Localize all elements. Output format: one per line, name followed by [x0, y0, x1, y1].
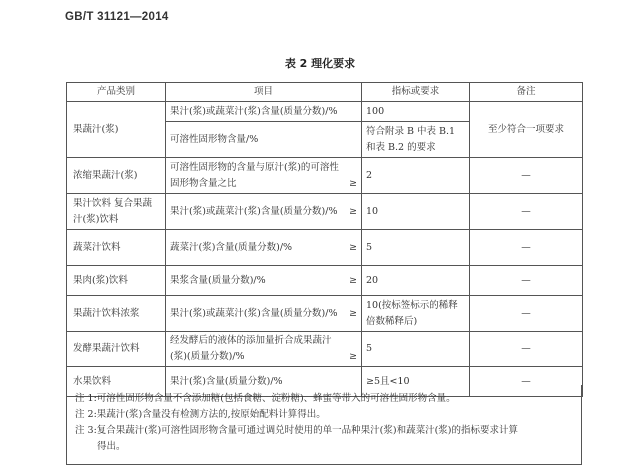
row-requirement: 2 [362, 158, 470, 194]
row-item [166, 266, 362, 296]
row-item [166, 158, 362, 194]
row-requirement: 5 [362, 230, 470, 266]
table-caption: 表 2 理化要求 [284, 57, 356, 70]
header-remark: 备注 [470, 83, 583, 102]
row-operator: ≥ [349, 241, 357, 253]
row-operator: ≥ [349, 205, 357, 217]
table-row [67, 230, 583, 266]
row-item-text: 果汁(浆)含量(质量分数)/% [170, 375, 283, 387]
row-remark: — [470, 158, 583, 194]
row-item-text: 果汁(浆)或蔬菜汁(浆)含量(质量分数)/% [170, 105, 338, 117]
row-item-text: 果汁(浆)或蔬菜汁(浆)含量(质量分数)/% [170, 205, 338, 217]
header-category: 产品类别 [67, 83, 166, 102]
row-operator: ≥ [349, 274, 357, 286]
row-item [166, 230, 362, 266]
row-item-text: 果汁(浆)或蔬菜汁(浆)含量(质量分数)/% [170, 307, 338, 319]
note-2: 注 2:果蔬汁(浆)含量没有检测方法的,按原始配料计算得出。 [75, 409, 326, 420]
row-item [166, 194, 362, 230]
header-requirement: 指标或要求 [362, 83, 470, 102]
row-category: 果肉(浆)饮料 [67, 266, 166, 296]
row-category: 发酵果蔬汁饮料 [67, 332, 166, 367]
table-row [67, 332, 583, 367]
table-row [67, 266, 583, 296]
row-requirement: 5 [362, 332, 470, 367]
requirements-table [66, 82, 583, 397]
row-requirement: 符合附录 B 中表 B.1 和表 B.2 的要求 [362, 122, 470, 158]
standard-code: GB/T 31121—2014 [65, 11, 169, 23]
row-requirement: 10(按标签标示的稀释倍数稀释后) [362, 296, 470, 332]
note-3-continuation: 得出。 [97, 441, 126, 452]
header-item: 项目 [166, 83, 362, 102]
note-1: 注 1:可溶性固形物含量不含添加糖(包括食糖、淀粉糖)、蜂蜜等带入的可溶性固形物含量。 [75, 393, 456, 404]
row-item-text: 蔬菜汁(浆)含量(质量分数)/% [170, 241, 293, 253]
row-category: 果蔬汁饮料浓浆 [67, 296, 166, 332]
row-requirement: 100 [362, 102, 470, 122]
row-remark: — [470, 367, 583, 397]
row-remark: — [470, 296, 583, 332]
table-notes [66, 385, 582, 465]
row-category: 蔬菜汁饮料 [67, 230, 166, 266]
row-requirement: 10 [362, 194, 470, 230]
row-remark: 至少符合一项要求 [470, 102, 583, 158]
row-item-text: 可溶性固形物含量/% [170, 133, 259, 145]
row-operator: ≥ [349, 307, 357, 319]
row-category: 浓缩果蔬汁(浆) [67, 158, 166, 194]
row-requirement: 20 [362, 266, 470, 296]
row-requirement: ≥5且<10 [362, 367, 470, 397]
row-operator: ≥ [349, 177, 357, 189]
row-remark: — [470, 194, 583, 230]
row-item-text: 经发酵后的液体的添加量折合成果蔬汁(浆)(质量分数)/% [170, 335, 332, 362]
row-remark: — [470, 266, 583, 296]
table-row [67, 296, 583, 332]
row-operator: ≥ [349, 351, 357, 362]
row-remark: — [470, 332, 583, 367]
table-row [67, 158, 583, 194]
row-item [166, 102, 362, 122]
row-item-text: 可溶性固形物的含量与原汁(浆)的可溶性固形物含量之比 [170, 161, 339, 189]
row-item [166, 296, 362, 332]
table-row [67, 102, 583, 122]
row-remark: — [470, 230, 583, 266]
row-category: 果蔬汁(浆) [67, 102, 166, 158]
table-row [67, 194, 583, 230]
row-item-text: 果浆含量(质量分数)/% [170, 274, 266, 286]
row-category: 水果饮料 [67, 367, 166, 397]
row-item [166, 332, 362, 367]
row-category: 果汁饮料 复合果蔬汁(浆)饮料 [67, 194, 166, 230]
note-3: 注 3:复合果蔬汁(浆)可溶性固形物含量可通过调兑时使用的单一品种果汁(浆)和蔬菜汁(浆)的指标要求计算 [75, 425, 519, 436]
header-row [67, 83, 583, 102]
row-item [166, 122, 362, 158]
